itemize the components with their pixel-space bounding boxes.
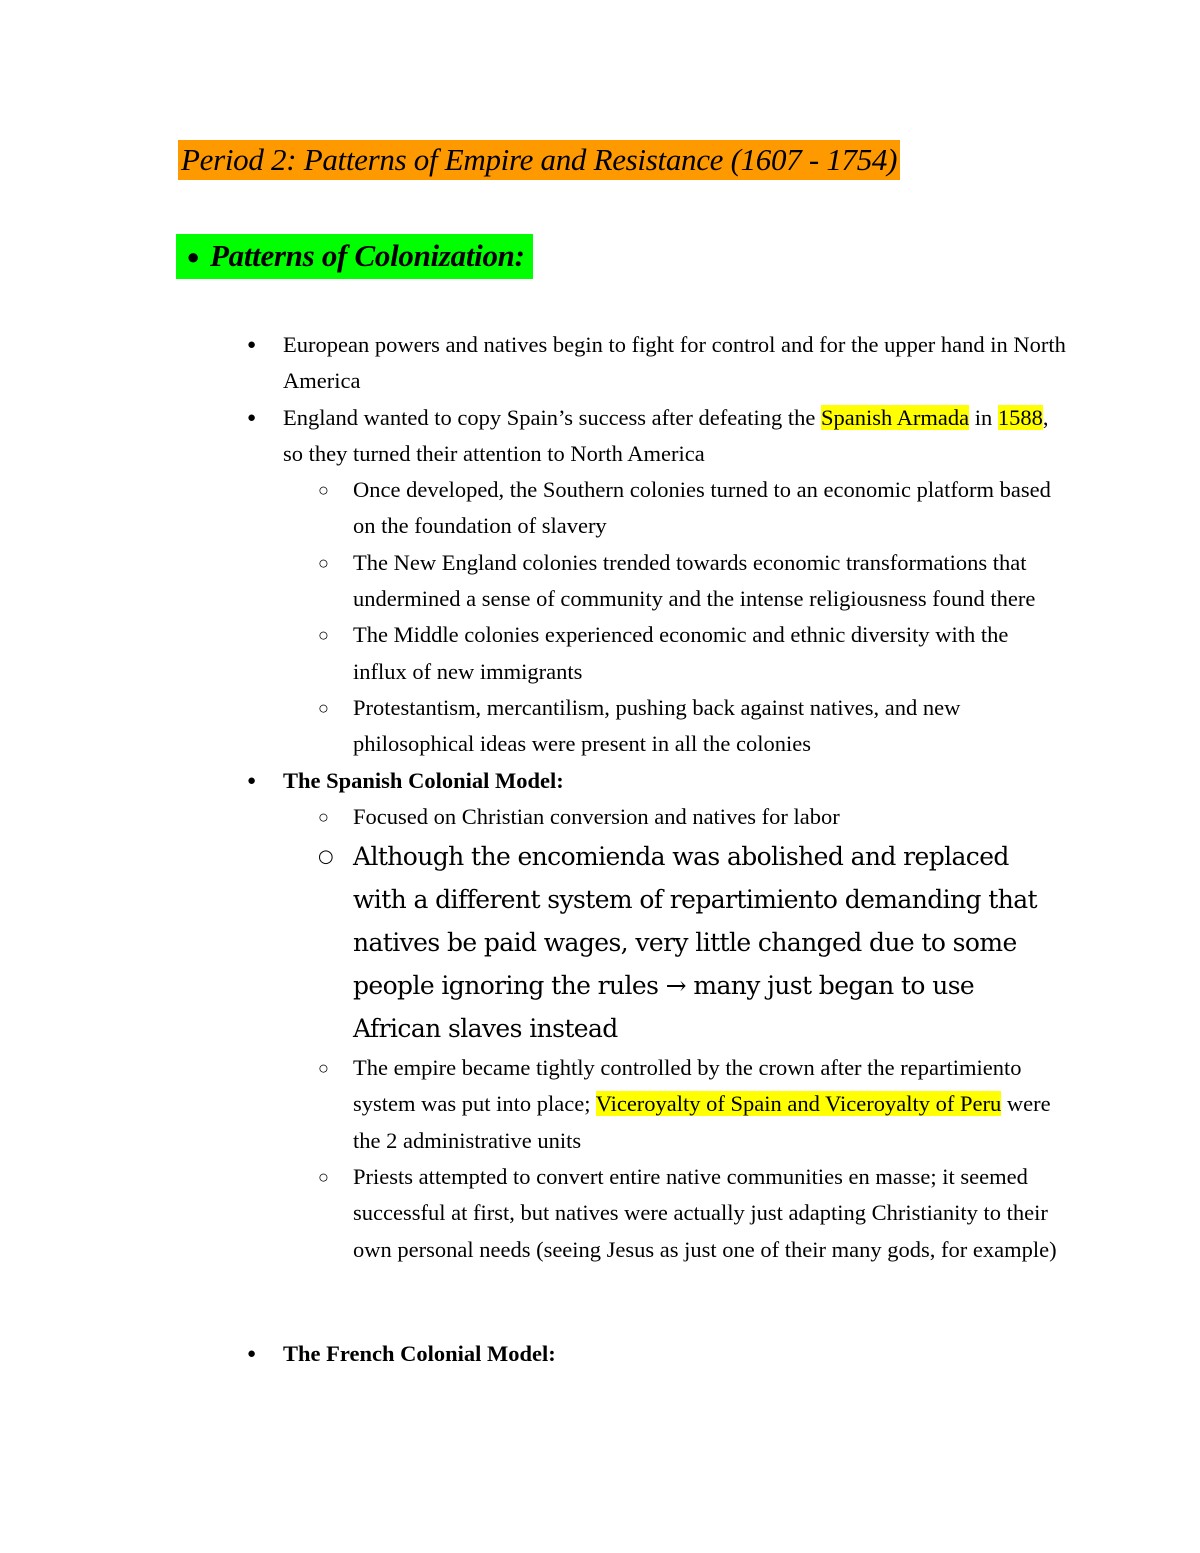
highlighted-year: 1588 xyxy=(997,404,1043,430)
sub-bullet-marker: ○ xyxy=(318,1167,329,1188)
list-item-heading xyxy=(0,1336,1200,1372)
sub-list-item xyxy=(0,1050,1200,1159)
list-item-heading xyxy=(0,763,1200,799)
sub-list-item-text: The New England colonies trended towards economic transformations that undermined a sense of community and the intense religiousness found there xyxy=(353,549,1036,612)
sub-list-item xyxy=(0,1159,1200,1268)
list-item-text: in xyxy=(969,404,998,430)
document-title-text: Period 2: Patterns of Empire and Resistance (1607 - 1754) xyxy=(181,142,898,177)
sub-bullet-marker: ○ xyxy=(318,806,329,827)
sub-list-item-text: were the 2 administrative units xyxy=(353,1091,1051,1153)
sub-bullet-marker: ○ xyxy=(318,480,329,501)
sub-bullet-marker: ○ xyxy=(318,846,334,868)
french-model-heading: The French Colonial Model: xyxy=(283,1340,556,1366)
section-heading-text: Patterns of Colonization: xyxy=(210,238,525,273)
list-item-text: England wanted to copy Spain’s success after defeating the xyxy=(283,404,821,430)
sub-list-item-text: Focused on Christian conversion and natives for labor xyxy=(353,803,840,829)
sub-bullet-marker: ○ xyxy=(318,1058,329,1079)
sub-bullet-marker: ○ xyxy=(318,552,329,573)
sub-list-item-text: Once developed, the Southern colonies turned to an economic platform based on the foundation of slavery xyxy=(353,477,1051,539)
section-heading xyxy=(176,234,533,279)
document-title xyxy=(178,140,900,180)
bullet-marker: ● xyxy=(247,409,257,426)
sub-bullet-marker: ○ xyxy=(318,625,329,646)
sub-list-item-text: The Middle colonies experienced economic and ethnic diversity with the influx of new immigrants xyxy=(353,622,1009,684)
list-item-text: , so they turned their attention to North America xyxy=(283,404,1049,466)
spanish-model-heading: The Spanish Colonial Model: xyxy=(283,767,564,793)
sub-list-item xyxy=(0,835,1200,1050)
sub-list-item-text: The empire became tightly controlled by the crown after the repartimiento system was put into place; xyxy=(353,1055,1022,1117)
bullet-marker: ● xyxy=(247,337,257,353)
highlighted-term: Spanish Armada xyxy=(820,404,970,430)
sub-list-item xyxy=(0,545,1200,618)
sub-list-item-text: Although the encomienda was abolished and replaced with a different system of repartimiento demanding that natives be paid wages, very little changed due to some people ignoring the rules → many just began to use African slaves instead xyxy=(353,842,1037,1044)
sub-list-item-text: Priests attempted to convert entire native communities en masse; it seemed successful at first, but natives were actually just adapting Christianity to their own personal needs (seeing Jesus as just one of their many gods, for example) xyxy=(353,1164,1057,1262)
sub-list-item xyxy=(0,690,1200,763)
highlighted-term: Viceroyalty of Spain and Viceroyalty of Peru xyxy=(595,1091,1002,1117)
sub-list-item xyxy=(0,472,1200,545)
bullet-list xyxy=(0,327,1200,1372)
bullet-marker: ● xyxy=(247,772,257,789)
bullet-marker: ● xyxy=(247,1345,257,1362)
sub-list-item xyxy=(0,799,1200,835)
sub-bullet-marker: ○ xyxy=(318,697,329,718)
list-item-text: European powers and natives begin to fight for control and for the upper hand in North America xyxy=(283,332,1066,394)
sub-list-item-text: Protestantism, mercantilism, pushing back against natives, and new philosophical ideas were present in all the colonies xyxy=(353,694,961,757)
sub-list-item xyxy=(0,617,1200,690)
list-item xyxy=(0,400,1200,473)
section-bullet: ● xyxy=(186,244,200,269)
paragraph-spacer xyxy=(0,1268,1200,1336)
list-item xyxy=(0,327,1200,400)
